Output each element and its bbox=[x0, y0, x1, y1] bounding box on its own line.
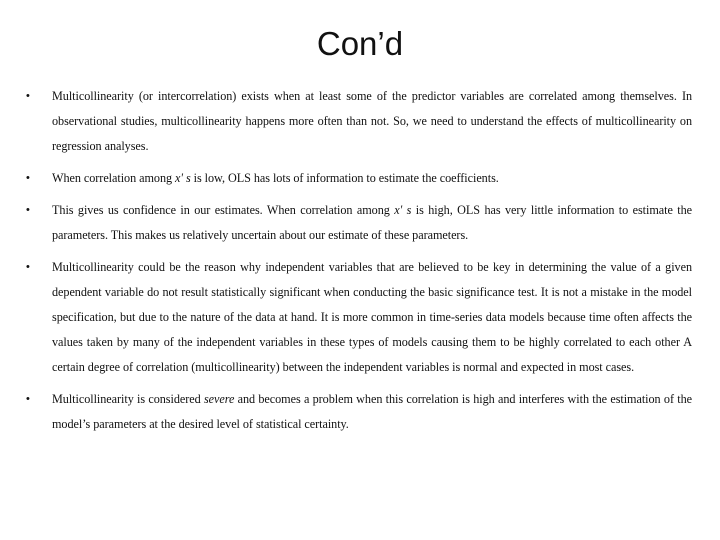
bullet-text bbox=[52, 198, 692, 248]
bullet-dot-icon: • bbox=[26, 172, 30, 184]
bullet-text-emphasis: x' s bbox=[175, 171, 191, 185]
bullet-item bbox=[26, 198, 692, 248]
bullet-dot-icon: • bbox=[26, 393, 30, 405]
slide-title: Con’d bbox=[316, 25, 404, 62]
bullet-text: Multicollinearity (or intercorrelation) exists when at least some of the predictor variables are correlated among themselves. In observational studies, multicollinearity happens more often than not. So, we need to understand the effects of multicollinearity on regression analyses. bbox=[52, 89, 692, 153]
bullet-text-part: and becomes a problem when this correlation is high and interferes with the estimation of the model’s parameters at the desired level of statistical certainty. bbox=[52, 392, 692, 431]
bullet-text-part: is low, OLS has lots of information to estimate the coefficients. bbox=[190, 171, 499, 185]
bullet-text-part: This gives us confidence in our estimates. When correlation among bbox=[52, 203, 395, 217]
bullet-item bbox=[26, 387, 692, 437]
bullet-text-part: Multicollinearity is considered bbox=[52, 392, 204, 406]
bullet-text: Multicollinearity could be the reason why independent variables that are believed to be key in determining the value of a given dependent variable do not result statistically significant when conducting the basic significance test. It is not a mistake in the model specification, but due to the nature of the data at hand. It is more common in time-series data models because time often affects the values taken by many of the independent variables in these types of models causing them to be highly correlated to each other A certain degree of correlation (multicollinearity) between the independent variables is normal and expected in most cases. bbox=[52, 260, 692, 374]
bullet-dot-icon: • bbox=[26, 90, 30, 102]
bullet-item bbox=[26, 255, 692, 380]
bullet-item bbox=[26, 166, 692, 191]
bullet-text-emphasis: x' s bbox=[394, 203, 412, 217]
bullet-text-part: When correlation among bbox=[52, 171, 176, 185]
bullet-dot-icon: • bbox=[26, 204, 30, 216]
bullet-dot-icon: • bbox=[26, 261, 30, 273]
bullet-item bbox=[26, 84, 692, 159]
bullet-text bbox=[52, 387, 692, 437]
bullet-text-part: is high, OLS has very little information to estimate the parameters. This makes us relatively uncertain about our estimate of these parameters. bbox=[52, 203, 693, 242]
bullet-text bbox=[52, 166, 692, 191]
bullet-text-emphasis: severe bbox=[203, 392, 235, 406]
bullet-list bbox=[26, 84, 692, 444]
